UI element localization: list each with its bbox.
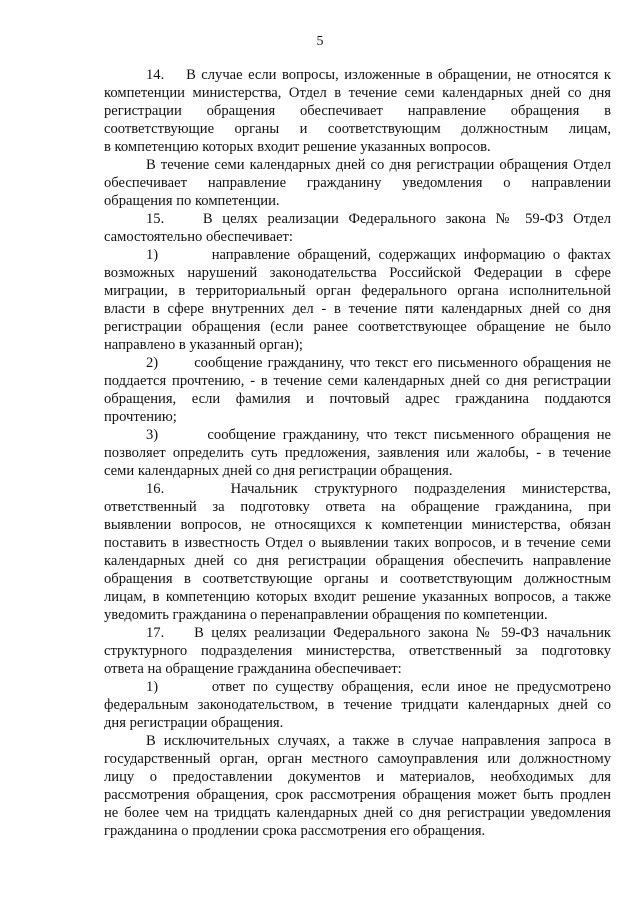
text-line: 17. В целях реализации Федерального закона № 59-ФЗ начальник: [146, 625, 611, 641]
text-line: позволяет определить суть предложения, заявления или жалобы, - в течение: [104, 445, 611, 461]
text-line: направлено в указанный орган);: [104, 337, 303, 353]
text-line: возможных нарушений законодательства Российской Федерации в сфере: [104, 265, 611, 281]
text-line: 15. В целях реализации Федерального закона № 59-ФЗ Отдел: [146, 211, 611, 227]
text-line: дня регистрации обращения.: [104, 715, 284, 731]
text-line: регистрации обращения обеспечивает направление обращения в: [104, 103, 611, 119]
text-line: обращения, если фамилия и почтовый адрес гражданина поддаются: [104, 391, 611, 407]
text-line: В течение семи календарных дней со дня регистрации обращения Отдел: [146, 157, 611, 173]
text-line: гражданина о продлении срока рассмотрения его обращения.: [104, 823, 486, 839]
text-line: 1) ответ по существу обращения, если иное не предусмотрено: [146, 679, 611, 695]
text-line: поддается прочтению, - в течение семи календарных дней со дня регистрации: [104, 373, 611, 389]
text-line: структурного подразделения министерства, ответственный за подготовку: [104, 643, 611, 659]
text-line: ответа на обращение гражданина обеспечивает:: [104, 661, 402, 677]
text-line: лицам, в компетенцию которых входит решение указанных вопросов, а также: [104, 589, 611, 605]
text-line: 3) сообщение гражданину, что текст письменного обращения не: [146, 427, 611, 443]
text-line: поставить в известность Отдел о выявлении таких вопросов, и в течение семи: [104, 535, 611, 551]
text-line: самостоятельно обеспечивает:: [104, 229, 293, 245]
text-line: обращения в соответствующие органы и соответствующим должностным: [104, 571, 611, 587]
text-line: семи календарных дней со дня регистрации обращения.: [104, 463, 453, 479]
text-line: прочтению;: [104, 409, 177, 425]
text-line: обеспечивает направление гражданину уведомления о направлении: [104, 175, 611, 191]
document-body: [104, 66, 611, 840]
text-line: 14. В случае если вопросы, изложенные в обращении, не относятся к: [146, 67, 611, 83]
text-line: В исключительных случаях, а также в случае направления запроса в: [146, 733, 611, 749]
text-line: соответствующие органы и соответствующим должностным лицам,: [104, 121, 611, 137]
page-number: 5: [316, 34, 324, 49]
text-line: обращения по компетенции.: [104, 193, 280, 209]
text-line: 16. Начальник структурного подразделения министерства,: [146, 481, 611, 497]
text-line: выявлении вопросов, не относящихся к компетенции министерства, обязан: [104, 517, 611, 533]
text-line: уведомить гражданина о перенаправлении обращения по компетенции.: [104, 607, 548, 623]
text-line: власти в сфере внутренних дел - в течение пяти календарных дней со дня: [104, 301, 611, 317]
text-line: лицу о предоставлении документов и материалов, необходимых для: [104, 769, 611, 785]
text-line: в компетенцию которых входит решение указанных вопросов.: [104, 139, 491, 155]
text-line: миграции, в территориальный орган федерального органа исполнительной: [104, 283, 611, 299]
text-line: ответственный за подготовку ответа на обращение гражданина, при: [104, 499, 611, 515]
text-line: 1) направление обращений, содержащих информацию о фактах: [146, 247, 611, 263]
text-line: календарных дней со дня регистрации обращения обеспечить направление: [104, 553, 611, 569]
text-line: федеральным законодательством, в течение тридцати календарных дней со: [104, 697, 611, 713]
text-line: 2) сообщение гражданину, что текст его письменного обращения не: [146, 355, 611, 371]
text-line: регистрации обращения (если ранее соответствующее обращение не было: [104, 319, 611, 335]
text-line: рассмотрения обращения, срок рассмотрения обращения может быть продлен: [104, 787, 611, 803]
text-line: государственный орган, орган местного самоуправления или должностному: [104, 751, 611, 767]
text-line: не более чем на тридцать календарных дней со дня регистрации уведомления: [104, 805, 611, 821]
text-line: компетенции министерства, Отдел в течение семи календарных дней со дня: [104, 85, 611, 101]
